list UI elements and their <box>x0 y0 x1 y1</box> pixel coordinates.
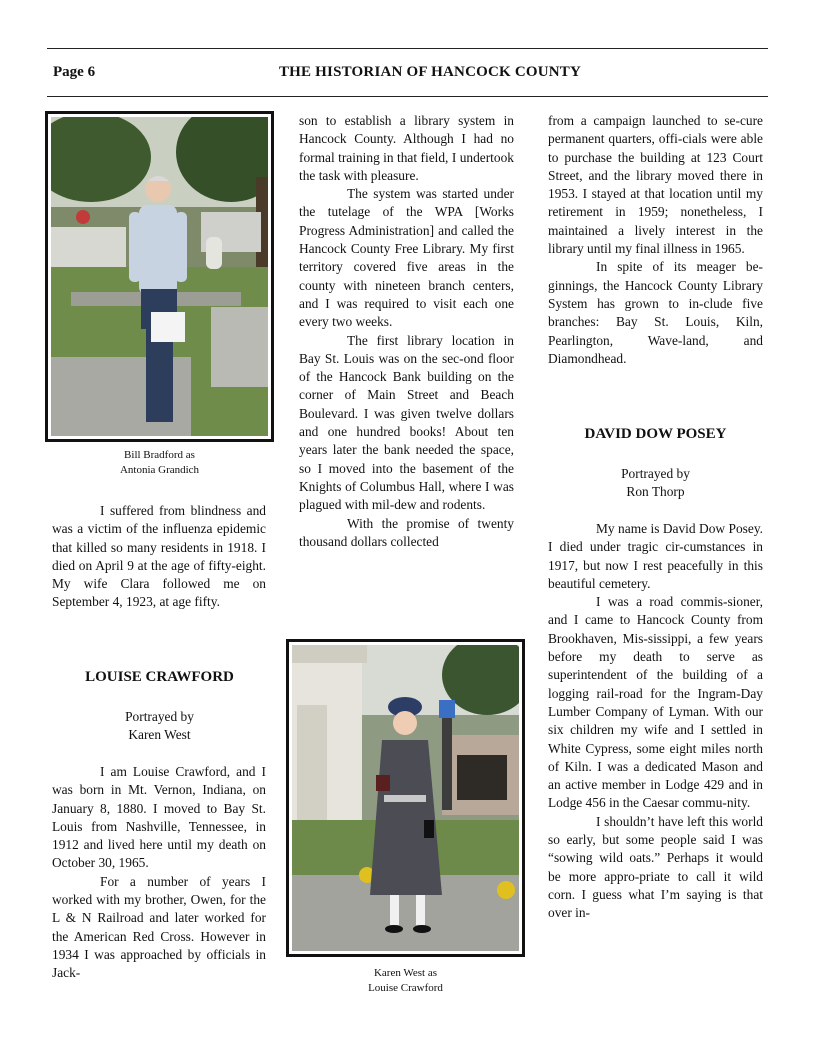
paragraph: The system was started under the tutelage of the WPA [Works Progress Administration] and called the Hancock County Free Library. My first territory covered five areas in the county with nineteen branch centers, and I was required to visit each one every two weeks. <box>299 186 514 330</box>
caption-line: Louise Crawford <box>368 982 443 994</box>
portrayed-by <box>541 465 770 502</box>
portrayed-name: Karen West <box>128 727 191 743</box>
newsletter-title: THE HISTORIAN OF HANCOCK COUNTY <box>278 64 582 80</box>
paragraph: In spite of its meager be-ginnings, the Hancock County Library System has grown to in-clude five branches: Bay St. Louis, Kiln, Pearlington, Wave-land, and Diamondhead. <box>548 259 763 366</box>
photo-caption-2 <box>286 966 525 996</box>
portrayed-by <box>45 708 274 745</box>
photo-caption-1 <box>45 448 274 478</box>
column-1-top <box>52 502 266 612</box>
section-heading-david-dow-posey: DAVID DOW POSEY <box>584 426 727 442</box>
paragraph: The first library location in Bay St. Louis was on the sec-ond floor of the Hancock Bank building on the corner of Main Street and Beach Boulevard. I was given twelve dollars and one hundred books! About ten years later the bank needed the space, so I moved into the basement of the Knights of Columbus Hall, where I was plagued with mil-dew and rodents. <box>299 332 514 513</box>
portrayed-label: Portrayed by <box>621 466 690 481</box>
paragraph: I was a road commis-sioner, and I came to Hancock County from Brookhaven, Mis-sissippi, a few years before my death to serve as superintendent of the building of a logging rail-road for the Ingram-Day Lumber Company of Lyman. With our six children my wife and I settled in White Cypress, some eight miles north of Kiln. I was a dedicated Mason and an active member in Lodge 429 and in Lodge 456 in the Caesar commu-nity. <box>548 594 763 811</box>
photo-bill-bradford <box>45 111 274 442</box>
caption-line: Karen West as <box>373 967 438 979</box>
portrayed-name: Ron Thorp <box>626 484 685 500</box>
paragraph: I shouldn’t have left this world so early, but some people said I was “sowing wild oats.” Perhaps it would be more appro-priate to call it wild corn. I guess what I’m saying is that over in- <box>548 813 763 921</box>
cemetery-photo-man <box>51 117 268 436</box>
paragraph: I suffered from blindness and was a victim of the influenza epidemic that killed so many residents in 1918. I died on April 9 at the age of fifty-eight. My wife Clara followed me on September 4, 1923, at age fifty. <box>52 503 266 610</box>
paragraph: For a number of years I worked with my brother, Owen, for the L & N Railroad and later worked for the American Red Cross. However in 1934 I was approached by officials in Jack- <box>52 873 266 981</box>
page-number: Page 6 <box>53 64 96 80</box>
column-2 <box>299 112 514 551</box>
header-rule <box>47 96 768 97</box>
paragraph: son to establish a library system in Hancock County. Although I had no formal training in that field, I undertook the task with pleasure. <box>299 113 514 183</box>
column-1-bottom <box>52 763 266 983</box>
top-rule <box>47 48 768 49</box>
paragraph: My name is David Dow Posey. I died under tragic cir-cumstances in 1917, but now I rest peacefully in this beautiful cemetery. <box>548 521 763 591</box>
section-heading-louise-crawford: LOUISE CRAWFORD <box>85 669 234 685</box>
caption-line: Antonia Grandich <box>119 464 200 476</box>
portrayed-label: Portrayed by <box>125 709 194 724</box>
column-3-bottom <box>548 520 763 923</box>
paragraph: I am Louise Crawford, and I was born in Mt. Vernon, Indiana, on January 8, 1880. I moved to Bay St. Louis from Nashville, Tennessee, in 1912 and lived here until my death on October 30, 1965. <box>52 764 266 871</box>
paragraph: With the promise of twenty thousand dollars collected <box>299 515 514 549</box>
paragraph: from a campaign launched to se-cure permanent quarters, offi-cials were able to purchase the building at 123 Court Street, and the library moved there in 1953. I stayed at that location until my retirement in 1959; nonetheless, I maintained a lively interest in the library until my final illness in 1965. <box>548 113 763 257</box>
cemetery-photo-woman <box>292 645 519 951</box>
column-3-top <box>548 112 763 368</box>
photo-karen-west <box>286 639 525 957</box>
caption-line: Bill Bradford as <box>124 449 195 461</box>
